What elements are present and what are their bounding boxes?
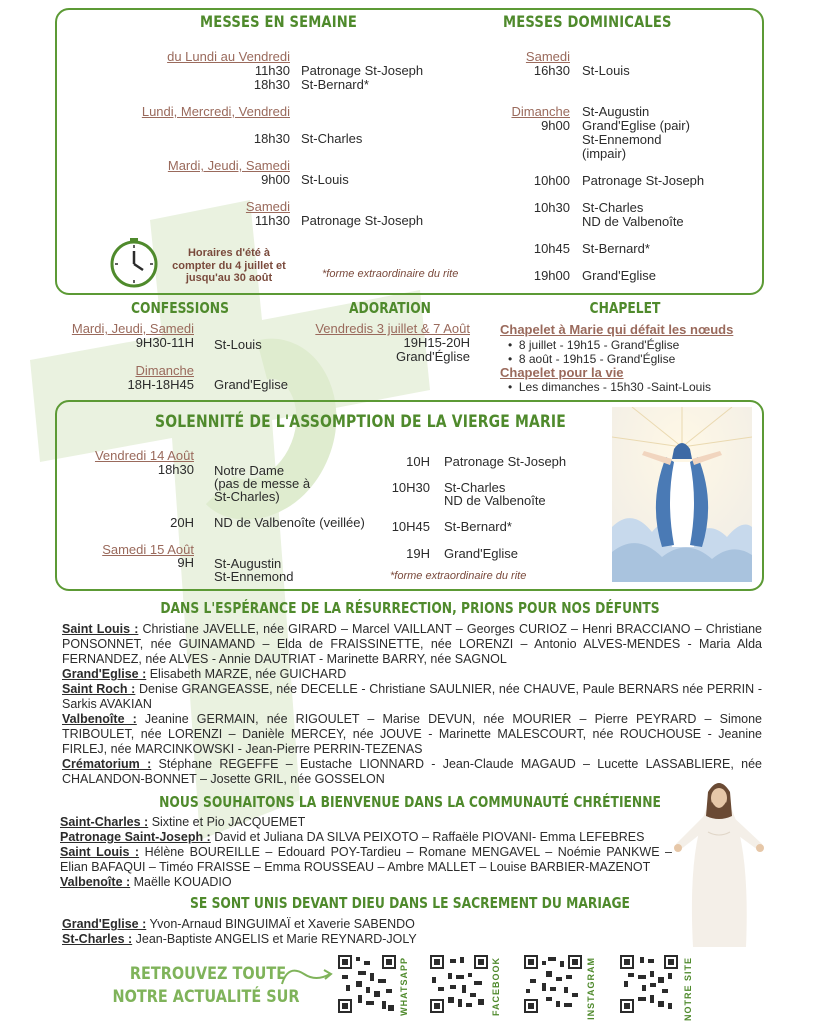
assomption-time: 9H (177, 555, 194, 570)
semaine-time: 9h00 (261, 172, 290, 187)
chapelet-item: • 8 août - 19h15 - Grand'Église (508, 352, 676, 366)
assomption-place: Patronage St-Joseph (444, 454, 567, 469)
dominicales-place: ND de Valbenoîte (582, 214, 684, 229)
chapelet-item: • 8 juillet - 19h15 - Grand'Église (508, 338, 680, 352)
names-text: Sixtine et Pio JACQUEMET (148, 815, 306, 829)
semaine-day-2: Lundi, Mercredi, Vendredi (141, 104, 290, 119)
semaine-day-3: Mardi, Jeudi, Samedi (167, 158, 290, 173)
dominicales-time: 9h00 (541, 118, 570, 133)
parish-label: Saint-Charles : (60, 815, 149, 829)
adoration-time: 19H15-20H (403, 335, 470, 350)
assomption-place: St-Ennemond (214, 569, 294, 584)
dominicales-place: (impair) (582, 146, 627, 161)
dominicales-time: 19h00 (533, 268, 570, 283)
assomption-place: Grand'Eglise (444, 546, 519, 561)
semaine-day-1: du Lundi au Vendredi (167, 49, 290, 64)
chapelet-heading-1: Chapelet à Marie qui défait les nœuds (500, 322, 734, 337)
names-text: Elisabeth MARZE, née GUICHARD (146, 667, 347, 681)
assomption-day-2: Samedi 15 Août (102, 542, 194, 557)
confessions-place: Grand'Eglise (214, 377, 289, 392)
assomption-time: 19H (406, 546, 430, 561)
assomption-place: ND de Valbenoîte (veillée) (214, 515, 365, 530)
names-text: Jean-Baptiste ANGELIS et Marie REYNARD-JOLY (132, 932, 417, 946)
semaine-place: St-Charles (301, 131, 363, 146)
clock-icon (108, 237, 160, 289)
dominicales-time: 10h45 (533, 241, 570, 256)
names-text: Denise GRANGEASSE, née DECELLE - Christiane SAULNIER, née CHAUVE, Paule BERNARS née PERRIN - Sarkis AVAKIAN (62, 682, 762, 711)
bienvenue-title: NOUS SOUHAITONS LA BIENVENUE DANS LA COMMUNAUTÉ CHRÉTIENNE (159, 793, 661, 811)
dominicales-time: 16h30 (533, 63, 570, 78)
whatsapp-label: WHATSAPP (399, 957, 409, 1016)
parish-label: Saint Louis : (62, 622, 139, 636)
facebook-label: FACEBOOK (491, 957, 501, 1017)
assomption-place: ND de Valbenoîte (444, 493, 546, 508)
assomption-time: 10H45 (391, 519, 430, 534)
horaires-ete: Horaires d'été à compter du 4 juillet et jusqu'au 30 août (172, 247, 286, 284)
dominicales-place: St-Louis (582, 63, 630, 78)
semaine-place: Patronage St-Joseph (301, 213, 424, 228)
parish-label: Valbenoîte : (60, 875, 131, 889)
assomption-place: Notre Dame (214, 463, 285, 478)
semaine-time: 18h30 (253, 131, 290, 146)
parish-label: Valbenoîte : (62, 712, 137, 726)
dominicales-place: St-Augustin (582, 104, 650, 119)
dominicales-title: MESSES DOMINICALES (503, 12, 672, 31)
parish-label: Grand'Eglise : (62, 917, 147, 931)
names-text: David et Juliana DA SILVA PEIXOTO – Raffaële PIOVANI- Emma LEFEBRES (210, 830, 645, 844)
dominicales-place: Grand'Eglise (pair) (582, 118, 690, 133)
dominicales-place: St-Bernard* (582, 241, 650, 256)
chapelet-item-text: Les dimanches - 15h30 -Saint-Louis (518, 380, 711, 394)
assomption-place: St-Charles) (214, 489, 280, 504)
semaine-day-4: Samedi (245, 199, 290, 214)
semaine-time: 11h30 (254, 213, 290, 228)
dominicales-time: 10h30 (533, 200, 570, 215)
assomption-time: 20H (170, 515, 194, 530)
parish-label: Grand'Eglise : (62, 667, 147, 681)
adoration-place: Grand'Église (395, 349, 470, 364)
chapelet-item-text: 8 août - 19h15 - Grand'Église (518, 352, 676, 366)
adoration-title: ADORATION (349, 299, 431, 317)
chapelet-item: • Les dimanches - 15h30 -Saint-Louis (508, 380, 711, 394)
dominicales-place: Grand'Eglise (582, 268, 657, 283)
assomption-title: SOLENNITÉ DE L'ASSOMPTION DE LA VIERGE MARIE (155, 412, 566, 432)
parish-label: St-Charles : (62, 932, 133, 946)
semaine-place: St-Bernard* (301, 77, 369, 92)
footer-line-2: NOTRE ACTUALITÉ SUR (112, 987, 300, 1007)
names-text: Yvon-Arnaud BINGUIMAÏ et Xaverie SABENDO (146, 917, 415, 931)
defunts-list (62, 622, 762, 787)
dominicales-place: St-Ennemond (582, 132, 662, 147)
assomption-place: St-Augustin (214, 556, 282, 571)
dominicales-time: 10h00 (533, 173, 570, 188)
adoration-day: Vendredis 3 juillet & 7 Août (315, 321, 470, 336)
dominicales-day-2: Dimanche (511, 104, 570, 119)
parish-label: Crématorium : (62, 757, 152, 771)
names-text: Jeanine GERMAIN, née RIGOULET – Marise DEVUN, née MOURIER – Pierre PEYRARD – Simone TRIBOULET, née LORENZI – Danièle MERCEY, née JOUVE - Marinette MALESCOURT, née ROUCHOUSE - Jeanine FIRLEJ, née MARCINKOWSKI - Jean-Pierre PERRIN-TEZENAS (62, 712, 762, 756)
confessions-time: 18H-18H45 (127, 377, 194, 392)
semaine-time: 11h30 (254, 63, 290, 78)
assomption-place: (pas de messe à (214, 476, 311, 491)
bienvenue-list (60, 815, 672, 890)
dominicales-place: Patronage St-Joseph (582, 173, 705, 188)
assomption-place: St-Charles (444, 480, 506, 495)
semaine-title: MESSES EN SEMAINE (200, 12, 358, 31)
confessions-day-1: Mardi, Jeudi, Samedi (71, 321, 194, 336)
chapelet-heading-2: Chapelet pour la vie (500, 365, 624, 380)
semaine-place: St-Louis (301, 172, 349, 187)
instagram-label: INSTAGRAM (586, 957, 596, 1020)
forme-extraordinaire-note: *forme extraordinaire du rite (322, 268, 459, 280)
mariage-title: SE SONT UNIS DEVANT DIEU DANS LE SACREMENT DU MARIAGE (190, 894, 630, 912)
footer-line-1: RETROUVEZ TOUTE (129, 964, 287, 984)
assomption-forme-note: *forme extraordinaire du rite (390, 570, 527, 582)
parish-label: Patronage Saint-Joseph : (60, 830, 211, 844)
names-text: Christiane JAVELLE, née GIRARD – Marcel VAILLANT – Georges CURIOZ – Henri BRACCIANO – Christiane PONSONNET, née GUINAMAND – Elda de FRAISSINETTE, née LORENZI – Antonio ALVES-MENDES - Maria Alda FERNANDEZ, née ALVES - Annie DAUTRIAT - Marinette BARRY, née SAGNOL (62, 622, 763, 666)
names-text: Maëlle KOUADIO (130, 875, 232, 889)
semaine-time: 18h30 (253, 77, 290, 92)
website-qr-code[interactable] (620, 955, 678, 1013)
whatsapp-qr-code[interactable] (338, 955, 396, 1013)
assomption-day-1: Vendredi 14 Août (94, 448, 194, 463)
assomption-time: 18h30 (157, 462, 194, 477)
facebook-qr-code[interactable] (430, 955, 488, 1013)
semaine-place: Patronage St-Joseph (301, 63, 424, 78)
chapelet-item-text: 8 juillet - 19h15 - Grand'Église (518, 338, 680, 352)
dominicales-place: St-Charles (582, 200, 644, 215)
confessions-place: St-Louis (214, 337, 262, 352)
names-text: Hélène BOUREILLE – Edouard POY-Tardieu – Romane MENGAVEL – Noémie PANKWE – Elian BAFAQUI – Timéo FRAISSE – Emma ROUSSEAU – Ambre MALLET – Louise BARBIER-MAZENOT (60, 845, 672, 874)
names-text: Stéphane REGEFFE – Eustache LIONNARD - Jean-Claude MAGAUD – Lucette LASSABLIERE, née CHALANDON-BONNET – Josette GRIL, née GOSSELON (62, 757, 762, 786)
virgin-mary-illustration (612, 407, 752, 582)
assomption-time: 10H (406, 454, 430, 469)
assomption-time: 10H30 (391, 480, 430, 495)
mariage-list (62, 917, 762, 947)
assomption-place: St-Bernard* (444, 519, 512, 534)
confessions-title: CONFESSIONS (131, 299, 229, 317)
confessions-day-2: Dimanche (135, 363, 194, 378)
arrow-icon (278, 960, 334, 994)
confessions-time: 9H30-11H (135, 335, 194, 350)
instagram-qr-code[interactable] (524, 955, 582, 1013)
website-label: NOTRE SITE (683, 957, 693, 1022)
parish-label: Saint Louis : (60, 845, 140, 859)
defunts-title: DANS L'ESPÉRANCE DE LA RÉSURRECTION, PRIONS POUR NOS DÉFUNTS (160, 599, 660, 617)
parish-label: Saint Roch : (62, 682, 136, 696)
dominicales-day-1: Samedi (525, 49, 570, 64)
chapelet-title: CHAPELET (589, 299, 661, 317)
